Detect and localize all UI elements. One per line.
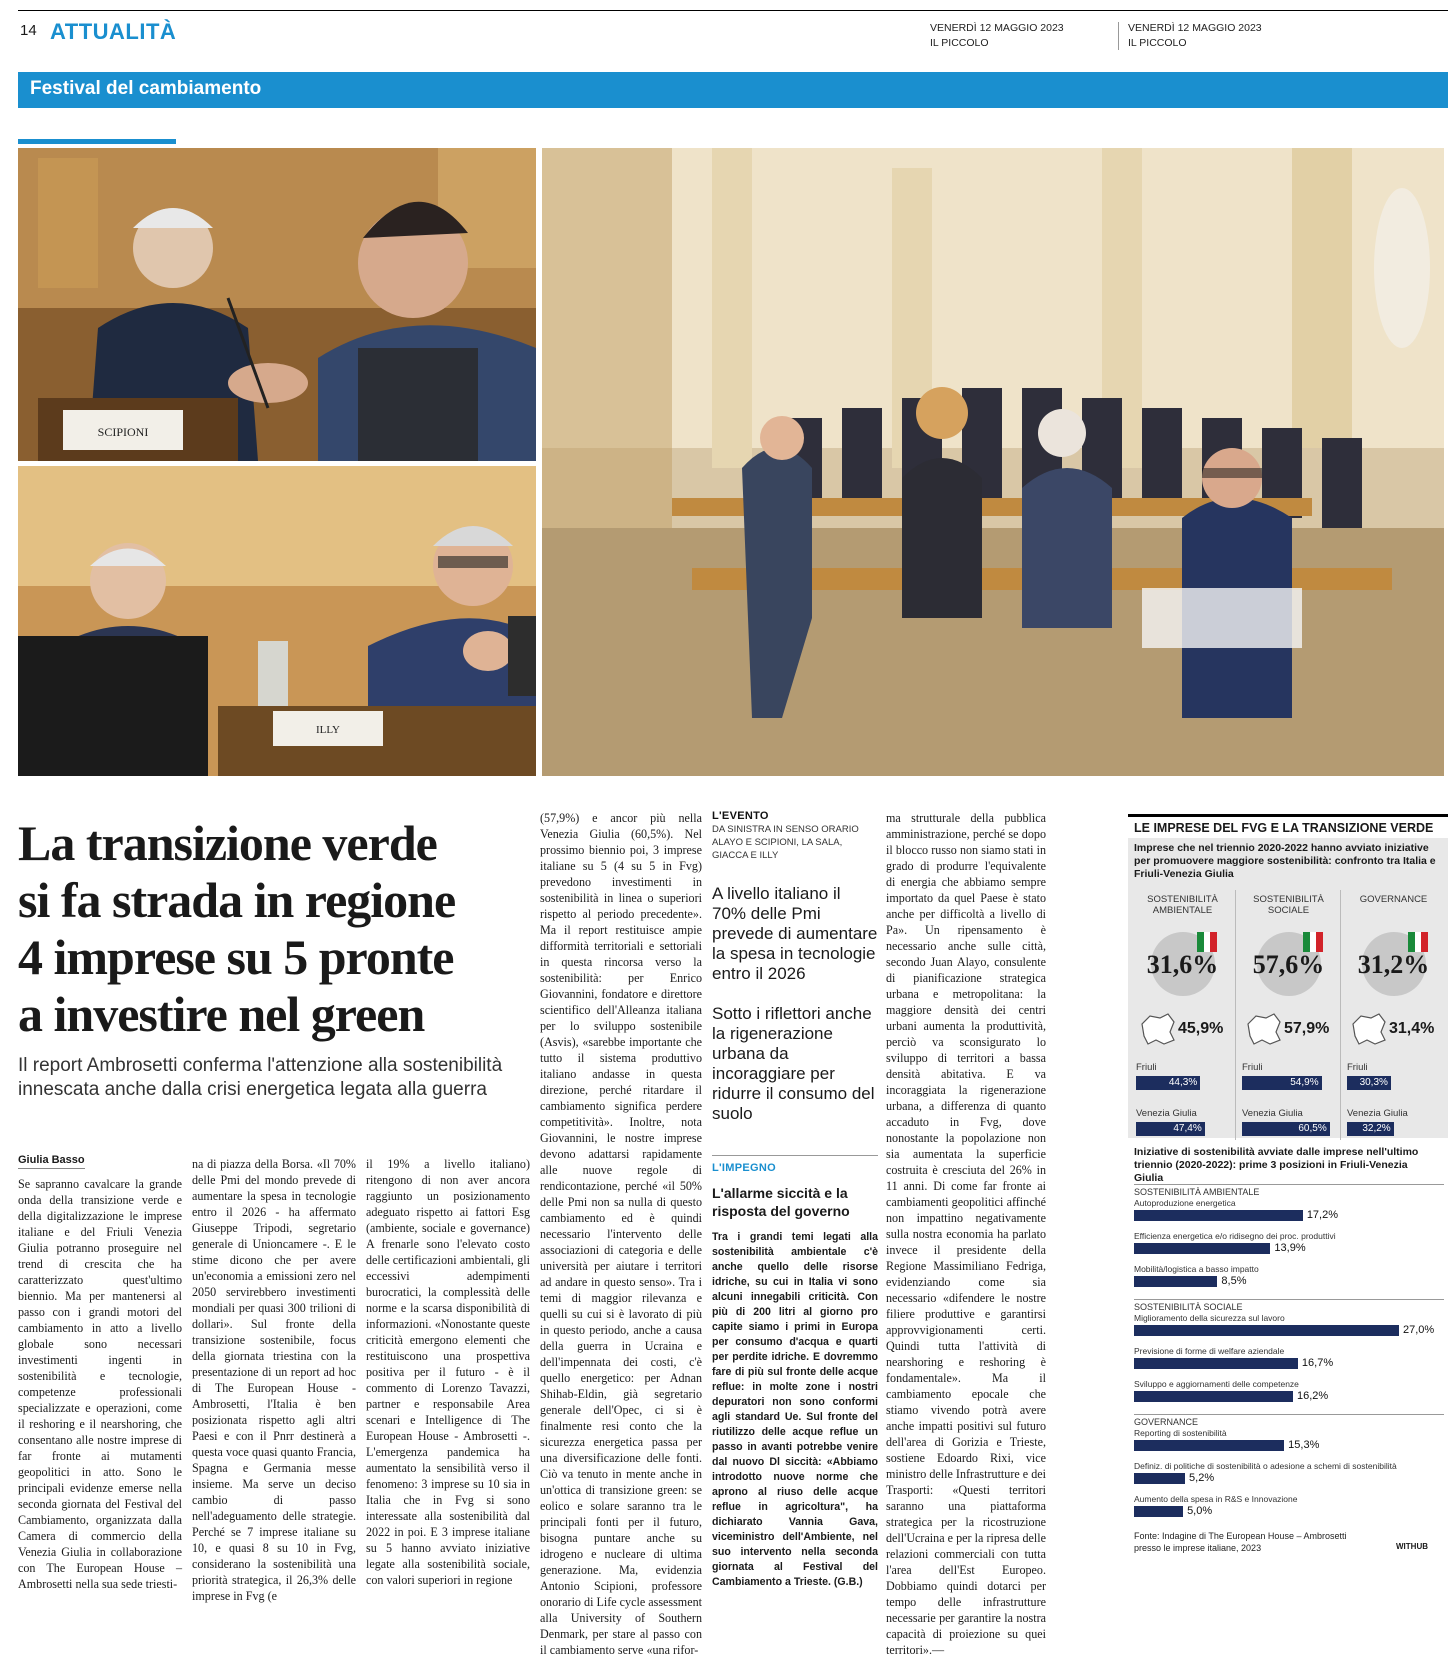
column-label: GOVERNANCE xyxy=(1359,894,1428,905)
pull-quote-1: A livello italiano il 70% delle Pmi prevede di aumentare la spesa in tecnologie entro il 2026 xyxy=(712,884,878,983)
initiative-label: Previsione di forme di welfare aziendale xyxy=(1134,1346,1285,1356)
initiative-value: 15,3% xyxy=(1288,1439,1320,1451)
date-2: VENERDÌ 12 MAGGIO 2023 xyxy=(1128,22,1262,34)
initiative-bar xyxy=(1134,1506,1183,1517)
byline: Giulia Basso xyxy=(18,1154,85,1169)
date-1: VENERDÌ 12 MAGGIO 2023 xyxy=(930,22,1064,34)
date-header-1 xyxy=(930,21,1064,51)
italy-flag-icon xyxy=(1303,932,1323,952)
headline-line-4: a investire nel green xyxy=(18,986,425,1042)
comparison-column xyxy=(1235,890,1340,1140)
photo-scipioni xyxy=(18,148,536,461)
fvg-map-icon xyxy=(1349,1010,1389,1050)
photo-illy xyxy=(18,466,536,776)
photo-hall xyxy=(542,148,1444,776)
list-title: Iniziative di sostenibilità avviate dalle imprese nell'ultimo triennio (2020-2022): prime 3 posizioni in Friuli-Venezia Giulia xyxy=(1134,1146,1419,1184)
column-label: SOSTENIBILITÀ AMBIENTALE xyxy=(1147,894,1218,916)
body-column-2: na di piazza della Borsa. «Il 70% delle Pmi del mondo prevede di aumentare la spesa in tecnologie entro il 2026 - ha affermato Giuseppe Tripodi, segretario generale di Unioncamere -. E le stime dicono che per avere un'economia a emissioni zero nel 2050 servirebbero investimenti mondiali per quasi 300 trilioni di dollari». Sul fronte della transizione sostenibile, focus della giornata triestina con la presentazione di un report ad hoc di The European House - Ambrosetti, l'Italia è ben posizionata rispetto agli altri Paesi e con il Pnrr destinerà a questa voce quasi quanto Francia, Spagna e Germania messe insieme. Ma serve un deciso cambio di passo nell'adeguamento delle strategie. Perché se 7 imprese italiane su 10, e quasi 8 su 10 in Fvg, considerano la sostenibilità una priorità strategica, il 26,3% delle imprese in Fvg (e xyxy=(192,1157,356,1603)
infographic-panel xyxy=(1128,838,1448,1138)
initiative-label: Efficienza energetica e/o ridisegno dei proc. produttivi xyxy=(1134,1231,1336,1241)
initiative-value: 17,2% xyxy=(1306,1209,1339,1221)
body-column-4: (57,9%) e ancor più nella Venezia Giulia (60,5%). Nel prossimo biennio poi, 3 imprese italiane su 5 (4 su 5 in Fvg) prevedono investimenti in sostenibilità in linea o superiori rispetto al periodo precedente». Ma il report restituisce ampie difformità territoriali e settoriali in questa rincorsa verso la sostenibilità: per Enrico Giovannini, fondatore e direttore scientifico dell'Alleanza italiana per lo sviluppo sostenibile (Asvis), «sarebbe importante che tutto il sistema produttivo italiano andasse in questa direzione, perché ritardare il cambiamento significa perdere competitività». Inoltre, nota Giovannini, le nostre imprese devono adattarsi rapidamente alle nuove regole di rendicontazione, perché «il 50% delle Pmi non sa nulla di questo cambiamento ed è quindi necessario l'intervento delle associazioni di categoria e delle università per aiutare i territori ad andare in questo senso». Tra i temi di maggior rilevanza e quelli su cui si è lavorato di più in questo periodo, anche a causa della guerra in Ucraina e dell'impennata dei costi, c'è quello energetico: per Adnan Shihab-Eldin, già segretario generale dell'Opec, ci si è finalmente resi conto che la sicurezza energetica passa per una diversificazione delle fonti. Ciò va tenuto in mente anche in un'ottica di transizione green: se eolico e solare saranno tra le principali fonti per il futuro, bisogna puntare anche su idrogeno e nucleare di ultima generazione. Ma, evidenzia Antonio Scipioni, professore onorario di Life cycle assessment alla University of Southern Denmark, per stare al passo con il cambiamento serve «una rifor- xyxy=(540,811,702,1657)
topic-banner xyxy=(18,72,1448,108)
header-divider xyxy=(1118,22,1119,50)
infographic xyxy=(1128,814,1448,1562)
impegno-kicker: L'IMPEGNO xyxy=(712,1162,776,1174)
italy-flag-icon xyxy=(1197,932,1217,952)
initiative-value: 16,2% xyxy=(1297,1390,1329,1402)
credit: WITHUB xyxy=(1396,1542,1428,1551)
initiative-label: Reporting di sostenibilità xyxy=(1134,1428,1227,1438)
initiative-bar xyxy=(1134,1358,1298,1369)
headline xyxy=(18,815,533,1043)
body-column-3: il 19% a livello italiano) ritengono di non aver ancora raggiunto un posizionamento adeguato rispetto ai fattori Esg (ambiente, sociale e governance) A frenarle sono l'elevato costo delle certificazioni ambientali, gli eccessivi adempimenti burocratici, la complessità delle norme e la scarsa disponibilità di informazioni. «Nonostante queste criticità emergono elementi che restituiscono una prospettiva positiva per il futuro - è il commento di Lorenzo Tavazzi, partner e responsabile Area scenari e Intelligence di The European House - Ambrosetti -. L'emergenza pandemica ha aumentato la sensibilità verso il fenomeno: 3 imprese su 10 sia in Italia che in Fvg si sono interessate alla sostenibilità dal 2022 in poi. E 3 imprese italiane su 5 hanno avviato iniziative legate alla sostenibilità sociale, con valori superiori in regione xyxy=(366,1157,530,1587)
page-number: 14 xyxy=(20,22,37,39)
initiative-value: 8,5% xyxy=(1221,1275,1247,1287)
body-column-6: ma strutturale della pubblica amministrazione, perché se dopo il blocco russo non siamo stati in grado di produrre l'equivalente di energia che abbiamo sempre importato da quel Paese è stato anche per difficoltà a livello di Pa». Un ripensamento è necessario anche sulle città, secondo Juan Alayo, consulente di pianificazione strategica urbana e metropolitana: la maggiore densità dei centri urbani aumenta la produttività, perciò va sconsigurato lo sviluppo di territori a bassa densità abitativa. E va incoraggiata la rigenerazione urbana, a differenza di quanto accaduto in Fvg, dove nonostante la popolazione non sia aumentata la superficie costruita è cresciuta del 26% in 11 anni. Di come far fronte ai cambiamenti geopolitici affinché non impattino negativamente sulla nostra economia ha parlato invece il presidente della Regione Massimiliano Fedriga, evidenziando come sia necessario «difendere le nostre filiere produttive e garantirsi approvvigionamenti certi. Quindi tutta l'attività di nearshoring e reshoring è fondamentale». Ma il cambiamento epocale che stiamo vivendo potrà avere anche impatti positivi sul futuro dell'area di Gorizia e Trieste, sostiene Edoardo Rixi, vice ministro delle Infrastrutture e dei Trasporti: «Questi territori saranno una piattaforma strategica per la ricostruzione dell'Ucraina e per la ripresa delle relazioni commerciali con tutta l'area dell'Est Europeo. Dobbiamo quindi dotarci per tempo delle infrastrutture necessarie per garantire la nostra capacità di proiezione su quei territori».— xyxy=(886,811,1046,1657)
impegno-rule xyxy=(712,1155,878,1156)
initiative-bar xyxy=(1134,1391,1293,1402)
vg-bar: 47,4% xyxy=(1136,1122,1205,1136)
headline-line-3: 4 imprese su 5 pronte xyxy=(18,929,454,985)
impegno-text: Tra i grandi temi legati alla sostenibilità ambientale c'è anche quello delle risorse idriche, su cui in Italia vi sono alcuni innegabili criticità. Con più di 200 litri al giorno pro capite siamo i primi in Europa per consumo d'acqua e quarti per perdite idriche. E dovremmo fare di più sul fronte delle acque reflue: in molte zone i nostri depuratori non sono conformi agli standard Ue. Sul fronte del riutilizzo delle acque reflue un passo in avanti potrebbe venire dal nuovo Dl siccità: «Abbiamo introdotto nuove norme che aprono al riuso delle acque reflue in agricoltura", ha dichiarato Vannia Gava, viceministro dell'Ambiente, nel suo intervento nella seconda giornata al Festival del Cambiamento a Trieste. (G.B.) xyxy=(712,1231,878,1588)
initiative-bar xyxy=(1134,1243,1270,1254)
comparison-column xyxy=(1130,890,1235,1140)
italy-flag-icon xyxy=(1408,932,1428,952)
group-heading: GOVERNANCE xyxy=(1134,1414,1444,1427)
vg-bar: 60,5% xyxy=(1242,1122,1330,1136)
initiative-bar xyxy=(1134,1210,1303,1221)
group-heading: SOSTENIBILITÀ AMBIENTALE xyxy=(1134,1184,1444,1197)
fvg-value: 57,9% xyxy=(1284,1020,1330,1037)
initiative-label: Miglioramento della sicurezza sul lavoro xyxy=(1134,1313,1285,1323)
group-heading: SOSTENIBILITÀ SOCIALE xyxy=(1134,1299,1444,1312)
initiative-bar xyxy=(1134,1325,1399,1336)
italy-value: 57,6% xyxy=(1252,950,1325,979)
topic-banner-label: Festival del cambiamento xyxy=(30,78,262,99)
friuli-bar: 30,3% xyxy=(1347,1076,1391,1090)
initiative-value: 13,9% xyxy=(1274,1242,1306,1254)
body-column-1: Se sapranno cavalcare la grande onda della transizione verde e della digitalizzazione le imprese italiane e del Friuli Venezia Giulia potranno proseguire nel trend di crescita che ha caratterizzato quest'ultimo biennio. Ma per mantenersi al passo con i grandi motori del cambiamento in atto a livello globale sono necessari investimenti ingenti in sostenibilità e tecnologie, competenze professionali specializzate e operazioni, come il reshoring e il nearshoring, che consentano alle nostre imprese di far fronte ai mutamenti geopolitici in atto. Sono le principali evidenze emerse nella seconda giornata del Festival del Cambiamento, organizzata dalla Camera di commercio della Venezia Giulia in collaborazione con The European House – Ambrosetti nella sua sede triesti- xyxy=(18,1177,182,1591)
column-label: SOSTENIBILITÀ SOCIALE xyxy=(1253,894,1324,916)
paper-1: IL PICCOLO xyxy=(930,37,989,49)
headline-line-2: si fa strada in regione xyxy=(18,872,456,928)
initiative-value: 16,7% xyxy=(1301,1357,1334,1369)
sidebar-column xyxy=(712,810,878,1588)
evento-caption: DA SINISTRA IN SENSO ORARIO ALAYO E SCIPIONI, LA SALA, GIACCA E ILLY xyxy=(712,824,859,861)
pull-quote-2: Sotto i riflettori anche la rigenerazione urbana da incoraggiare per ridurre il consumo del suolo xyxy=(712,1004,875,1123)
initiative-bar xyxy=(1134,1276,1217,1287)
initiative-value: 5,0% xyxy=(1187,1505,1213,1517)
initiative-label: Autoproduzione energetica xyxy=(1134,1198,1236,1208)
vg-label: Venezia Giulia xyxy=(1347,1108,1408,1119)
vg-bar: 32,2% xyxy=(1347,1122,1394,1136)
impegno-title: L'allarme siccità e la risposta del governo xyxy=(712,1185,850,1219)
fvg-map-icon xyxy=(1244,1010,1284,1050)
date-header-2 xyxy=(1128,21,1262,51)
infographic-title: LE IMPRESE DEL FVG E LA TRANSIZIONE VERDE xyxy=(1128,814,1448,836)
initiative-label: Mobilità/logistica a basso impatto xyxy=(1134,1264,1259,1274)
friuli-label: Friuli xyxy=(1347,1062,1368,1073)
headline-line-1: La transizione verde xyxy=(18,815,437,871)
friuli-bar: 54,9% xyxy=(1242,1076,1322,1090)
source-note: Fonte: Indagine di The European House – Ambrosetti presso le imprese italiane, 2023 xyxy=(1134,1531,1347,1553)
italy-value: 31,2% xyxy=(1357,950,1430,979)
accent-rule xyxy=(18,139,176,144)
initiative-label: Definiz. di politiche di sostenibilità o adesione a schemi di sostenibilità xyxy=(1134,1461,1397,1471)
initiative-label: Aumento della spesa in R&S e Innovazione xyxy=(1134,1494,1298,1504)
vg-label: Venezia Giulia xyxy=(1242,1108,1303,1119)
top-rule xyxy=(18,10,1448,11)
evento-kicker: L'EVENTO xyxy=(712,810,769,822)
friuli-bar: 44,3% xyxy=(1136,1076,1200,1090)
friuli-label: Friuli xyxy=(1136,1062,1157,1073)
fvg-value: 31,4% xyxy=(1389,1020,1435,1037)
infographic-intro: Imprese che nel triennio 2020-2022 hanno avviato iniziative per promuovere maggiore sostenibilità: confronto tra Italia e Friuli-Venezia Giulia xyxy=(1134,842,1436,880)
section-title: ATTUALITÀ xyxy=(50,19,177,44)
nameplate-scipioni: SCIPIONI xyxy=(97,425,149,439)
italy-value: 31,6% xyxy=(1146,950,1219,979)
nameplate-illy: ILLY xyxy=(316,724,340,736)
initiative-label: Sviluppo e aggiornamenti delle competenze xyxy=(1134,1379,1299,1389)
comparison-column xyxy=(1340,890,1445,1140)
initiative-value: 27,0% xyxy=(1403,1324,1435,1336)
paper-2: IL PICCOLO xyxy=(1128,37,1187,49)
fvg-map-icon xyxy=(1138,1010,1178,1050)
fvg-value: 45,9% xyxy=(1178,1020,1224,1037)
friuli-label: Friuli xyxy=(1242,1062,1263,1073)
initiative-value: 5,2% xyxy=(1189,1472,1215,1484)
initiative-bar xyxy=(1134,1440,1284,1451)
subheadline: Il report Ambrosetti conferma l'attenzione alla sostenibilità innescata anche dalla crisi energetica legata alla guerra xyxy=(18,1055,503,1100)
initiative-bar xyxy=(1134,1473,1185,1484)
vg-label: Venezia Giulia xyxy=(1136,1108,1197,1119)
